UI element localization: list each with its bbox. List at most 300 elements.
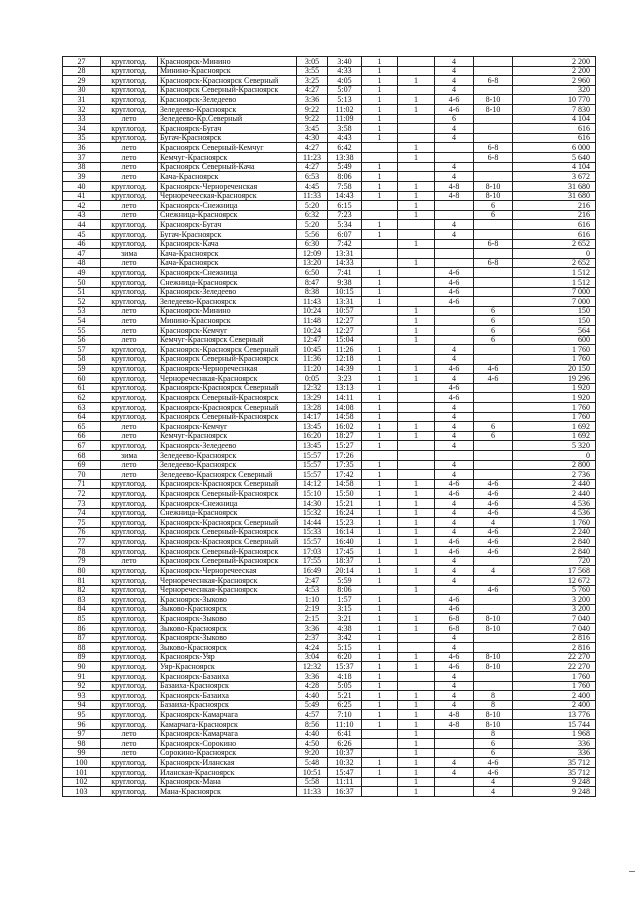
count-a-cell: 1 <box>362 758 398 768</box>
season-cell: круглогод. <box>101 508 158 518</box>
table-row <box>63 604 596 614</box>
amount-cell: 7 040 <box>513 614 596 624</box>
arrival-time-cell: 4:05 <box>328 76 362 86</box>
interval-a-cell: 4-6 <box>435 297 474 307</box>
departure-time-cell: 15:32 <box>297 508 328 518</box>
season-cell: круглогод. <box>101 393 158 403</box>
interval-a-cell: 6-8 <box>435 623 474 633</box>
departure-time-cell: 4:40 <box>297 729 328 739</box>
route-cell: Зыково-Красноярск <box>158 623 297 633</box>
amount-cell: 2 816 <box>513 633 596 643</box>
table-row <box>63 787 596 797</box>
route-cell: Красноярск-Минино <box>158 57 297 67</box>
interval-a-cell <box>435 153 474 163</box>
route-cell: Красноярск-Красноярск Северный <box>158 76 297 86</box>
route-cell: Снежница-Красноярск <box>158 210 297 220</box>
season-cell: круглогод. <box>101 585 158 595</box>
count-b-cell: 1 <box>398 431 435 441</box>
route-cell: Красноярск Северный-Красноярск <box>158 527 297 537</box>
amount-cell: 2 240 <box>513 527 596 537</box>
table-row <box>63 326 596 336</box>
interval-a-cell: 4-6 <box>435 547 474 557</box>
arrival-time-cell: 16:24 <box>328 508 362 518</box>
row-number-cell: 102 <box>63 777 101 787</box>
departure-time-cell: 3:36 <box>297 672 328 682</box>
interval-a-cell: 4 <box>435 412 474 422</box>
route-cell: Красноярск-Зеледеево <box>158 287 297 297</box>
amount-cell: 2 400 <box>513 700 596 710</box>
season-cell: лето <box>101 460 158 470</box>
route-cell: Красноярск-Зыково <box>158 614 297 624</box>
route-cell: Зеледеево-Красноярск <box>158 450 297 460</box>
interval-a-cell <box>435 210 474 220</box>
amount-cell: 3 672 <box>513 172 596 182</box>
route-cell: Бугач-Красноярск <box>158 229 297 239</box>
amount-cell: 0 <box>513 450 596 460</box>
interval-b-cell <box>474 124 513 134</box>
interval-b-cell: 6 <box>474 748 513 758</box>
row-number-cell: 100 <box>63 758 101 768</box>
departure-time-cell: 10:24 <box>297 326 328 336</box>
departure-time-cell: 4:53 <box>297 585 328 595</box>
count-a-cell <box>362 153 398 163</box>
amount-cell: 1 760 <box>513 518 596 528</box>
amount-cell: 22 270 <box>513 652 596 662</box>
departure-time-cell: 14:30 <box>297 499 328 509</box>
interval-a-cell: 4 <box>435 402 474 412</box>
season-cell: круглогод. <box>101 354 158 364</box>
table-row <box>63 287 596 297</box>
interval-a-cell <box>435 729 474 739</box>
table-row <box>63 153 596 163</box>
amount-cell: 1 760 <box>513 681 596 691</box>
season-cell: лето <box>101 258 158 268</box>
amount-cell: 7 000 <box>513 287 596 297</box>
route-cell: Кемчуг-Красноярск <box>158 153 297 163</box>
row-number-cell: 75 <box>63 518 101 528</box>
interval-a-cell <box>435 316 474 326</box>
season-cell: круглогод. <box>101 229 158 239</box>
count-b-cell: 1 <box>398 374 435 384</box>
interval-b-cell <box>474 297 513 307</box>
arrival-time-cell: 3:40 <box>328 57 362 67</box>
row-number-cell: 54 <box>63 316 101 326</box>
interval-a-cell: 4 <box>435 768 474 778</box>
interval-a-cell: 4-6 <box>435 105 474 115</box>
route-cell: Кача-Красноярск <box>158 172 297 182</box>
row-number-cell: 91 <box>63 672 101 682</box>
interval-b-cell: 4-6 <box>474 489 513 499</box>
arrival-time-cell: 10:37 <box>328 748 362 758</box>
count-a-cell: 1 <box>362 431 398 441</box>
count-b-cell: 1 <box>398 191 435 201</box>
interval-a-cell: 4 <box>435 162 474 172</box>
route-cell: Красноярск-Бугач <box>158 220 297 230</box>
count-a-cell: 1 <box>362 652 398 662</box>
interval-b-cell: 6-8 <box>474 143 513 153</box>
row-number-cell: 35 <box>63 133 101 143</box>
count-a-cell <box>362 729 398 739</box>
interval-a-cell: 4 <box>435 499 474 509</box>
count-b-cell: 1 <box>398 729 435 739</box>
amount-cell: 7 830 <box>513 105 596 115</box>
count-b-cell: 1 <box>398 479 435 489</box>
amount-cell: 6 000 <box>513 143 596 153</box>
interval-b-cell <box>474 383 513 393</box>
table-row <box>63 191 596 201</box>
table-row <box>63 278 596 288</box>
schedule-table <box>62 56 596 797</box>
count-a-cell: 1 <box>362 85 398 95</box>
season-cell: лето <box>101 201 158 211</box>
amount-cell: 19 296 <box>513 374 596 384</box>
interval-b-cell <box>474 633 513 643</box>
amount-cell: 7 040 <box>513 623 596 633</box>
route-cell: Базаиха-Красноярск <box>158 700 297 710</box>
departure-time-cell: 12:32 <box>297 662 328 672</box>
interval-b-cell: 8-10 <box>474 105 513 115</box>
count-b-cell: 1 <box>398 489 435 499</box>
arrival-time-cell: 6:15 <box>328 201 362 211</box>
interval-a-cell: 4 <box>435 431 474 441</box>
route-cell: Красноярск-Базаиха <box>158 691 297 701</box>
departure-time-cell: 9:22 <box>297 114 328 124</box>
amount-cell: 616 <box>513 220 596 230</box>
interval-b-cell: 8-10 <box>474 662 513 672</box>
count-a-cell <box>362 239 398 249</box>
season-cell: круглогод. <box>101 652 158 662</box>
table-row <box>63 114 596 124</box>
count-a-cell <box>362 306 398 316</box>
departure-time-cell: 5:56 <box>297 229 328 239</box>
count-a-cell: 1 <box>362 623 398 633</box>
row-number-cell: 58 <box>63 354 101 364</box>
count-a-cell: 1 <box>362 691 398 701</box>
arrival-time-cell: 15:27 <box>328 441 362 451</box>
count-b-cell <box>398 220 435 230</box>
interval-b-cell <box>474 470 513 480</box>
departure-time-cell: 11:23 <box>297 153 328 163</box>
count-b-cell: 1 <box>398 758 435 768</box>
route-cell: Красноярск-Снежница <box>158 268 297 278</box>
route-cell: Красноярск Северный-Красноярск <box>158 556 297 566</box>
amount-cell: 1 920 <box>513 393 596 403</box>
route-cell: Красноярск-Красноярск Северный <box>158 537 297 547</box>
interval-a-cell: 4 <box>435 441 474 451</box>
interval-b-cell <box>474 172 513 182</box>
route-cell: Зеледеево-Кр.Северный <box>158 114 297 124</box>
arrival-time-cell: 14:08 <box>328 402 362 412</box>
table-row <box>63 393 596 403</box>
table-row <box>63 210 596 220</box>
count-b-cell: 1 <box>398 508 435 518</box>
arrival-time-cell: 6:20 <box>328 652 362 662</box>
table-row <box>63 691 596 701</box>
amount-cell: 20 150 <box>513 364 596 374</box>
count-a-cell: 1 <box>362 345 398 355</box>
count-a-cell: 1 <box>362 479 398 489</box>
interval-b-cell: 8 <box>474 700 513 710</box>
table-row <box>63 748 596 758</box>
departure-time-cell: 16:20 <box>297 431 328 441</box>
count-a-cell: 1 <box>362 66 398 76</box>
table-row <box>63 527 596 537</box>
row-number-cell: 34 <box>63 124 101 134</box>
arrival-time-cell: 4:33 <box>328 66 362 76</box>
interval-b-cell <box>474 643 513 653</box>
route-cell: Базаиха-Красноярск <box>158 681 297 691</box>
table-row <box>63 335 596 345</box>
interval-a-cell: 4 <box>435 556 474 566</box>
arrival-time-cell: 16:02 <box>328 422 362 432</box>
route-cell: Красноярск-Мана <box>158 777 297 787</box>
count-b-cell <box>398 393 435 403</box>
count-b-cell <box>398 575 435 585</box>
table-row <box>63 643 596 653</box>
departure-time-cell: 12:09 <box>297 249 328 259</box>
count-a-cell: 1 <box>362 508 398 518</box>
row-number-cell: 31 <box>63 95 101 105</box>
amount-cell: 150 <box>513 306 596 316</box>
interval-a-cell <box>435 585 474 595</box>
table-row <box>63 239 596 249</box>
row-number-cell: 69 <box>63 460 101 470</box>
count-a-cell <box>362 335 398 345</box>
season-cell: круглогод. <box>101 95 158 105</box>
table-row <box>63 105 596 115</box>
interval-a-cell: 4-6 <box>435 287 474 297</box>
arrival-time-cell: 3:42 <box>328 633 362 643</box>
amount-cell: 336 <box>513 748 596 758</box>
amount-cell: 9 248 <box>513 787 596 797</box>
interval-a-cell: 4-6 <box>435 393 474 403</box>
route-cell: Зыково-Красноярск <box>158 604 297 614</box>
route-cell: Красноярск-Камарчага <box>158 729 297 739</box>
departure-time-cell: 3:36 <box>297 95 328 105</box>
count-a-cell: 1 <box>362 460 398 470</box>
season-cell: круглогод. <box>101 643 158 653</box>
amount-cell: 5 320 <box>513 441 596 451</box>
season-cell: лето <box>101 739 158 749</box>
table-row <box>63 229 596 239</box>
table-row <box>63 547 596 557</box>
count-a-cell: 1 <box>362 162 398 172</box>
count-b-cell <box>398 681 435 691</box>
interval-a-cell: 4 <box>435 422 474 432</box>
interval-b-cell: 4-6 <box>474 508 513 518</box>
departure-time-cell: 3:25 <box>297 76 328 86</box>
interval-a-cell: 4 <box>435 470 474 480</box>
count-a-cell: 1 <box>362 412 398 422</box>
interval-a-cell: 4 <box>435 566 474 576</box>
row-number-cell: 43 <box>63 210 101 220</box>
interval-a-cell: 4 <box>435 672 474 682</box>
amount-cell: 4 536 <box>513 508 596 518</box>
departure-time-cell: 9:22 <box>297 105 328 115</box>
amount-cell: 13 776 <box>513 710 596 720</box>
amount-cell: 1 760 <box>513 354 596 364</box>
route-cell: Кача-Красноярск <box>158 258 297 268</box>
season-cell: круглогод. <box>101 191 158 201</box>
interval-a-cell: 4 <box>435 85 474 95</box>
arrival-time-cell: 15:04 <box>328 335 362 345</box>
route-cell: Красноярск-Минино <box>158 306 297 316</box>
row-number-cell: 32 <box>63 105 101 115</box>
count-a-cell: 1 <box>362 527 398 537</box>
interval-a-cell: 4 <box>435 374 474 384</box>
row-number-cell: 56 <box>63 335 101 345</box>
interval-b-cell: 8-10 <box>474 720 513 730</box>
season-cell: круглогод. <box>101 441 158 451</box>
departure-time-cell: 1:10 <box>297 595 328 605</box>
season-cell: круглогод. <box>101 412 158 422</box>
interval-a-cell: 4-6 <box>435 537 474 547</box>
season-cell: круглогод. <box>101 124 158 134</box>
interval-b-cell <box>474 681 513 691</box>
arrival-time-cell: 15:23 <box>328 518 362 528</box>
season-cell: лето <box>101 335 158 345</box>
count-a-cell: 1 <box>362 172 398 182</box>
interval-b-cell <box>474 604 513 614</box>
table-row <box>63 777 596 787</box>
row-number-cell: 79 <box>63 556 101 566</box>
count-b-cell <box>398 162 435 172</box>
route-cell: Красноярск Северный-Кемчуг <box>158 143 297 153</box>
interval-b-cell <box>474 672 513 682</box>
row-number-cell: 72 <box>63 489 101 499</box>
row-number-cell: 53 <box>63 306 101 316</box>
interval-b-cell: 4-6 <box>474 537 513 547</box>
interval-a-cell <box>435 143 474 153</box>
table-row <box>63 316 596 326</box>
interval-a-cell <box>435 450 474 460</box>
route-cell: Красноярск-Сорокино <box>158 739 297 749</box>
arrival-time-cell: 13:31 <box>328 249 362 259</box>
count-a-cell: 1 <box>362 575 398 585</box>
count-b-cell: 1 <box>398 768 435 778</box>
amount-cell: 2 200 <box>513 57 596 67</box>
season-cell: круглогод. <box>101 700 158 710</box>
departure-time-cell: 4:24 <box>297 643 328 653</box>
amount-cell: 616 <box>513 229 596 239</box>
count-b-cell: 1 <box>398 614 435 624</box>
count-a-cell: 1 <box>362 57 398 67</box>
arrival-time-cell: 12:27 <box>328 326 362 336</box>
route-cell: Черноречеснкая-Красноярск <box>158 585 297 595</box>
row-number-cell: 68 <box>63 450 101 460</box>
departure-time-cell: 3:45 <box>297 124 328 134</box>
arrival-time-cell: 20:14 <box>328 566 362 576</box>
table-row <box>63 518 596 528</box>
route-cell: Красноярск Северный-Красноярск <box>158 489 297 499</box>
amount-cell: 1 512 <box>513 278 596 288</box>
interval-a-cell: 4-6 <box>435 595 474 605</box>
table-row <box>63 181 596 191</box>
count-b-cell: 1 <box>398 700 435 710</box>
interval-b-cell: 6 <box>474 335 513 345</box>
departure-time-cell: 10:24 <box>297 306 328 316</box>
row-number-cell: 47 <box>63 249 101 259</box>
interval-b-cell: 4-6 <box>474 374 513 384</box>
table-row <box>63 623 596 633</box>
row-number-cell: 77 <box>63 537 101 547</box>
departure-time-cell: 15:10 <box>297 489 328 499</box>
row-number-cell: 46 <box>63 239 101 249</box>
arrival-time-cell: 16:14 <box>328 527 362 537</box>
count-a-cell: 1 <box>362 643 398 653</box>
interval-a-cell: 4 <box>435 354 474 364</box>
season-cell: круглогод. <box>101 499 158 509</box>
table-row <box>63 297 596 307</box>
arrival-time-cell: 16:37 <box>328 787 362 797</box>
season-cell: круглогод. <box>101 489 158 499</box>
row-number-cell: 67 <box>63 441 101 451</box>
interval-b-cell: 4-6 <box>474 768 513 778</box>
interval-a-cell: 6-8 <box>435 614 474 624</box>
arrival-time-cell: 8:06 <box>328 172 362 182</box>
row-number-cell: 80 <box>63 566 101 576</box>
interval-b-cell <box>474 402 513 412</box>
route-cell: Бугач-Красноярск <box>158 133 297 143</box>
route-cell: Кача-Красноярск <box>158 249 297 259</box>
table-row <box>63 556 596 566</box>
arrival-time-cell: 17:42 <box>328 470 362 480</box>
interval-a-cell: 4 <box>435 518 474 528</box>
interval-b-cell: 6 <box>474 210 513 220</box>
amount-cell: 22 270 <box>513 662 596 672</box>
arrival-time-cell: 7:58 <box>328 181 362 191</box>
interval-b-cell: 6-8 <box>474 76 513 86</box>
route-cell: Красноярск-Уяр <box>158 652 297 662</box>
departure-time-cell: 12:47 <box>297 335 328 345</box>
row-number-cell: 57 <box>63 345 101 355</box>
arrival-time-cell: 16:40 <box>328 537 362 547</box>
row-number-cell: 55 <box>63 326 101 336</box>
count-a-cell: 1 <box>362 518 398 528</box>
interval-b-cell <box>474 393 513 403</box>
count-b-cell: 1 <box>398 566 435 576</box>
count-b-cell: 1 <box>398 143 435 153</box>
season-cell: круглогод. <box>101 374 158 384</box>
row-number-cell: 45 <box>63 229 101 239</box>
route-cell: Зеледеево-Красноярск <box>158 297 297 307</box>
interval-b-cell <box>474 460 513 470</box>
arrival-time-cell: 5:21 <box>328 691 362 701</box>
table-row <box>63 220 596 230</box>
route-cell: Красноярск-Зыково <box>158 595 297 605</box>
count-b-cell: 1 <box>398 76 435 86</box>
table-row <box>63 700 596 710</box>
amount-cell: 616 <box>513 124 596 134</box>
table-row <box>63 575 596 585</box>
interval-b-cell: 4-6 <box>474 527 513 537</box>
interval-a-cell: 4-6 <box>435 604 474 614</box>
season-cell: зима <box>101 249 158 259</box>
season-cell: лето <box>101 210 158 220</box>
arrival-time-cell: 3:23 <box>328 374 362 384</box>
table-row <box>63 729 596 739</box>
count-b-cell: 1 <box>398 547 435 557</box>
table-row <box>63 133 596 143</box>
interval-b-cell: 4-6 <box>474 758 513 768</box>
row-number-cell: 51 <box>63 287 101 297</box>
count-b-cell <box>398 66 435 76</box>
row-number-cell: 36 <box>63 143 101 153</box>
season-cell: лето <box>101 431 158 441</box>
interval-b-cell: 8-10 <box>474 614 513 624</box>
season-cell: круглогод. <box>101 220 158 230</box>
departure-time-cell: 5:20 <box>297 220 328 230</box>
